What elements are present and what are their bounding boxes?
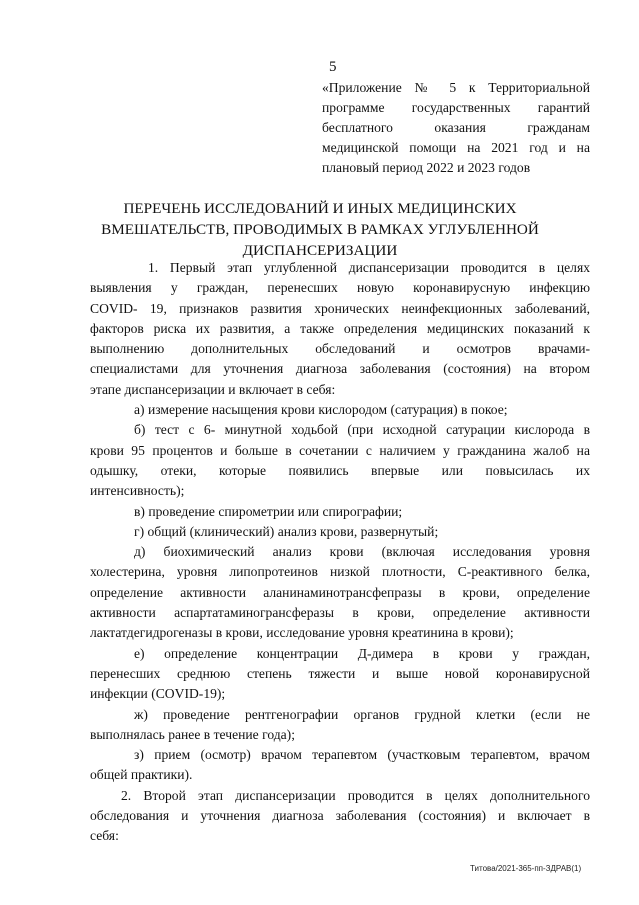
body-line: выявления у граждан, перенесших новую коронавирусную инфекцию — [90, 280, 590, 296]
body-line: факторов риска их развития, а также определения медицинских показаний к — [90, 320, 590, 336]
body-paragraph — [90, 644, 590, 705]
body-line: выполнялась ранее в течение года); — [90, 726, 295, 742]
page-number: 5 — [329, 59, 337, 75]
body-paragraph — [90, 705, 590, 746]
body-line: инфекции (COVID-19); — [90, 686, 226, 702]
appendix-line: бесплатного оказания гражданам — [322, 120, 590, 135]
appendix-line: медицинской помощи на 2021 год и на — [322, 140, 590, 155]
body-line: интенсивность); — [90, 483, 185, 499]
body-line: лактатдегидрогеназы в крови, исследование уровня креатинина в крови); — [90, 625, 514, 641]
title-line: ВМЕШАТЕЛЬСТВ, ПРОВОДИМЫХ В РАМКАХ УГЛУБЛЕННОЙ — [101, 221, 539, 238]
body-line: 1. Первый этап углубленной диспансеризации проводится в целях — [148, 260, 590, 275]
body-paragraph — [90, 258, 590, 400]
body-line: обследования и уточнения диагноза заболевания (состояния) и включает в — [90, 808, 590, 824]
appendix-reference — [322, 78, 590, 178]
body-line: крови 95 процентов и больше в сочетании с наличием у гражданина жалоб на — [90, 442, 590, 458]
document-footer-code: Титова/2021-365-пп-ЗДРАВ(1) — [470, 864, 582, 873]
body-paragraph — [90, 745, 590, 786]
body-line: холестерина, уровня липопротеинов низкой плотности, С-реактивного белка, — [90, 564, 590, 580]
body-paragraph — [90, 502, 590, 522]
body-line: COVID- 19, признаков развития хронических неинфекционных заболеваний, — [90, 300, 590, 316]
body-line: е) определение концентрации Д-димера в крови у граждан, — [134, 645, 590, 661]
body-line: этапе диспансеризации и включает в себя: — [90, 381, 336, 397]
body-paragraph — [90, 522, 590, 542]
body-line: д) биохимический анализ крови (включая исследования уровня — [134, 544, 590, 560]
document-title — [90, 198, 550, 261]
body-line: выполнению дополнительных обследований и осмотров врачами- — [90, 341, 590, 357]
body-line: перенесших среднюю степень тяжести и выше новой коронавирусной — [90, 665, 590, 681]
body-line: 2. Второй этап диспансеризации проводится в целях дополнительного — [121, 787, 590, 803]
body-paragraph — [90, 542, 590, 643]
body-line: одышку, отеки, которые появились впервые или повысилась их — [90, 462, 590, 478]
title-line: ДИСПАНСЕРИЗАЦИИ — [242, 242, 398, 259]
body-line: ж) проведение рентгенографии органов грудной клетки (если не — [134, 706, 590, 722]
body-line: б) тест с 6- минутной ходьбой (при исходной сатурации кислорода в — [134, 422, 590, 438]
body-line: а) измерение насыщения крови кислородом (сатурация) в покое; — [134, 402, 508, 418]
title-line: ПЕРЕЧЕНЬ ИССЛЕДОВАНИЙ И ИНЫХ МЕДИЦИНСКИХ — [123, 200, 517, 217]
appendix-line: программе государственных гарантий — [322, 100, 590, 115]
body-paragraph — [90, 420, 590, 501]
body-line: определение активности аланинаминотрансфепразы в крови, определение — [90, 584, 590, 600]
appendix-line: плановый период 2022 и 2023 годов — [322, 160, 531, 175]
body-paragraph — [90, 400, 590, 420]
body-line: активности аспартатаминогрансферазы в крови, определение активности — [90, 605, 590, 621]
body-line: г) общий (клинический) анализ крови, развернутый; — [134, 523, 439, 539]
body-line: общей практики). — [90, 767, 193, 783]
body-line: в) проведение спирометрии или спирографии; — [134, 503, 403, 519]
body-line: специалистами для уточнения диагноза заболевания (состояния) на втором — [90, 361, 590, 377]
body-line: себя: — [90, 828, 119, 844]
body-paragraph — [90, 786, 590, 847]
appendix-line: «Приложение № 5 к Территориальной — [322, 80, 590, 95]
document-body — [90, 258, 590, 847]
body-line: з) прием (осмотр) врачом терапевтом (участковым терапевтом, врачом — [134, 747, 590, 763]
